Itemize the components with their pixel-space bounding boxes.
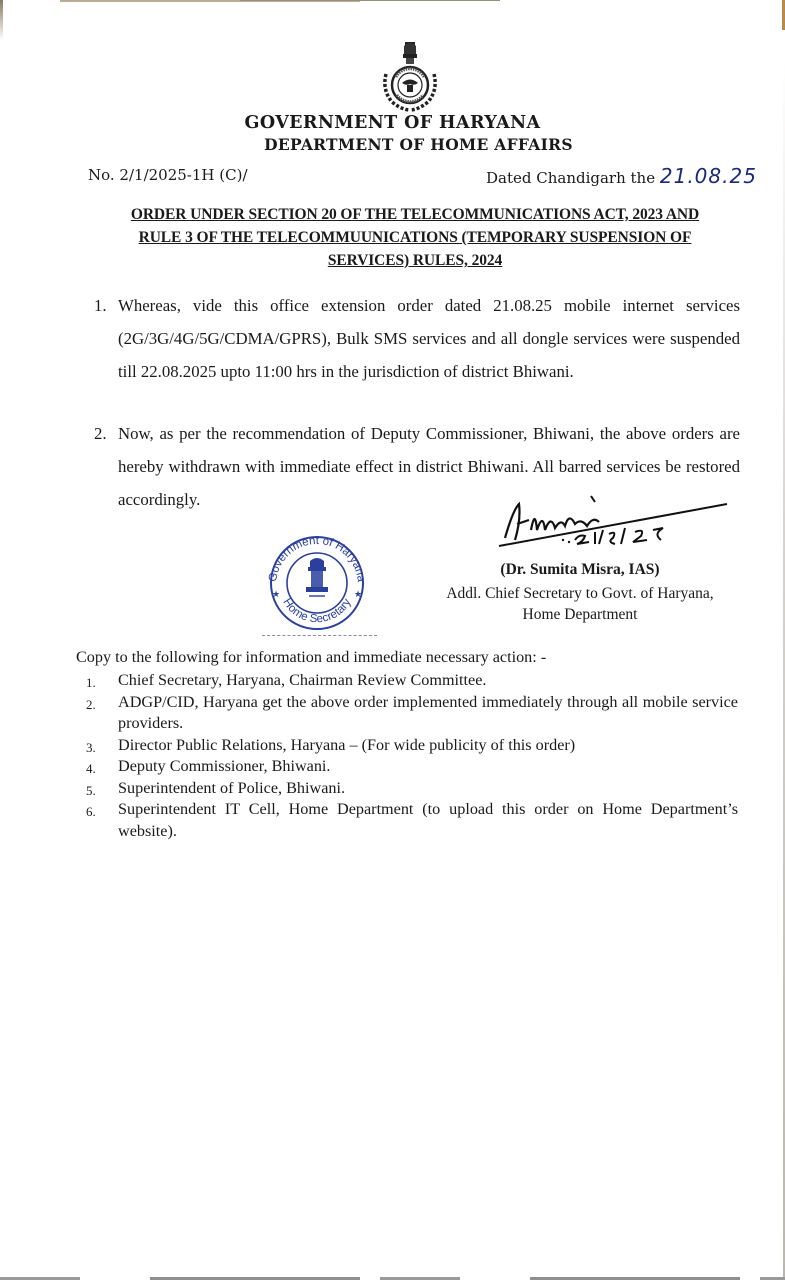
header-department: DEPARTMENT OF HOME AFFAIRS xyxy=(264,135,573,154)
list-item-text: ADGP/CID, Haryana get the above order implemented immediately through all mobile service providers. xyxy=(118,692,738,732)
list-item xyxy=(86,735,738,757)
order-title xyxy=(90,203,740,272)
paragraph-number: 2. xyxy=(94,424,107,443)
stamp-bottom-text: Home Secretary xyxy=(280,596,354,626)
paragraph-number: 1. xyxy=(94,296,107,315)
list-item xyxy=(86,670,738,692)
header-government: GOVERNMENT OF HARYANA xyxy=(244,113,541,133)
list-item-text: Director Public Relations, Haryana – (For wide publicity of this order) xyxy=(118,735,576,754)
handwritten-date: 21.08.25 xyxy=(659,164,757,188)
haryana-emblem-icon xyxy=(378,40,442,112)
list-item-text: Deputy Commissioner, Bhiwani. xyxy=(118,757,331,775)
copy-to-intro: Copy to the following for information and immediate necessary action: - xyxy=(76,648,547,666)
order-title-line: SERVICES) RULES, 2024 xyxy=(327,252,503,269)
reference-number: No. 2/1/2025-1H (C)/ xyxy=(88,166,248,184)
paragraph-1 xyxy=(94,289,740,388)
list-item-number: 1. xyxy=(86,675,96,690)
list-item-number: 2. xyxy=(86,696,96,712)
designation-line: Home Department xyxy=(522,606,638,623)
list-item xyxy=(86,778,738,800)
list-item-number: 6. xyxy=(86,804,96,819)
signatory-designation xyxy=(390,583,770,625)
signature-icon xyxy=(495,490,735,552)
list-item xyxy=(86,756,738,778)
page-edge xyxy=(0,0,3,40)
list-item-number: 5. xyxy=(86,782,96,798)
list-item-text: Superintendent IT Cell, Home Department (to upload this order on Home Department’s website). xyxy=(118,800,738,840)
list-item xyxy=(86,692,738,735)
svg-text:★: ★ xyxy=(272,589,281,599)
order-title-line: RULE 3 OF THE TELECOMMUUNICATIONS (TEMPORARY SUSPENSION OF xyxy=(138,229,692,246)
paragraph-text: Now, as per the recommendation of Deputy Commissioner, Bhiwani, the above orders are hereby withdrawn with immediate effect in district Bhiwani. All barred services be restored accordingly. xyxy=(118,424,740,509)
list-item-text: Chief Secretary, Haryana, Chairman Review Committee. xyxy=(118,671,487,689)
paragraph-text: Whereas, vide this office extension order dated 21.08.25 mobile internet services (2G/3G/4G/5G/CDMA/GPRS), Bulk SMS services and all dongle services were suspended till 22.08.2025 upto 11:00 hrs in the jurisdiction of district Bhiwani. xyxy=(118,296,740,381)
copy-to-list xyxy=(86,670,738,842)
list-item xyxy=(86,799,738,842)
list-item-number: 3. xyxy=(86,739,96,755)
svg-text:★: ★ xyxy=(354,589,363,599)
list-item-text: Superintendent of Police, Bhiwani. xyxy=(118,778,346,797)
list-item-number: 4. xyxy=(86,761,96,776)
page-edge xyxy=(240,0,500,1)
signatory-name: (Dr. Sumita Misra, IAS) xyxy=(500,561,660,578)
stamp-top-text: Government of Haryana xyxy=(266,534,367,583)
dated-line xyxy=(486,164,757,188)
designation-line: Addl. Chief Secretary to Govt. of Haryana, xyxy=(446,585,714,602)
order-title-line: ORDER UNDER SECTION 20 OF THE TELECOMMUNICATIONS ACT, 2023 AND xyxy=(130,206,700,223)
dated-label: Dated Chandigarh the xyxy=(486,169,660,187)
home-secretary-stamp-icon xyxy=(262,533,372,633)
stamp-divider xyxy=(262,635,377,636)
